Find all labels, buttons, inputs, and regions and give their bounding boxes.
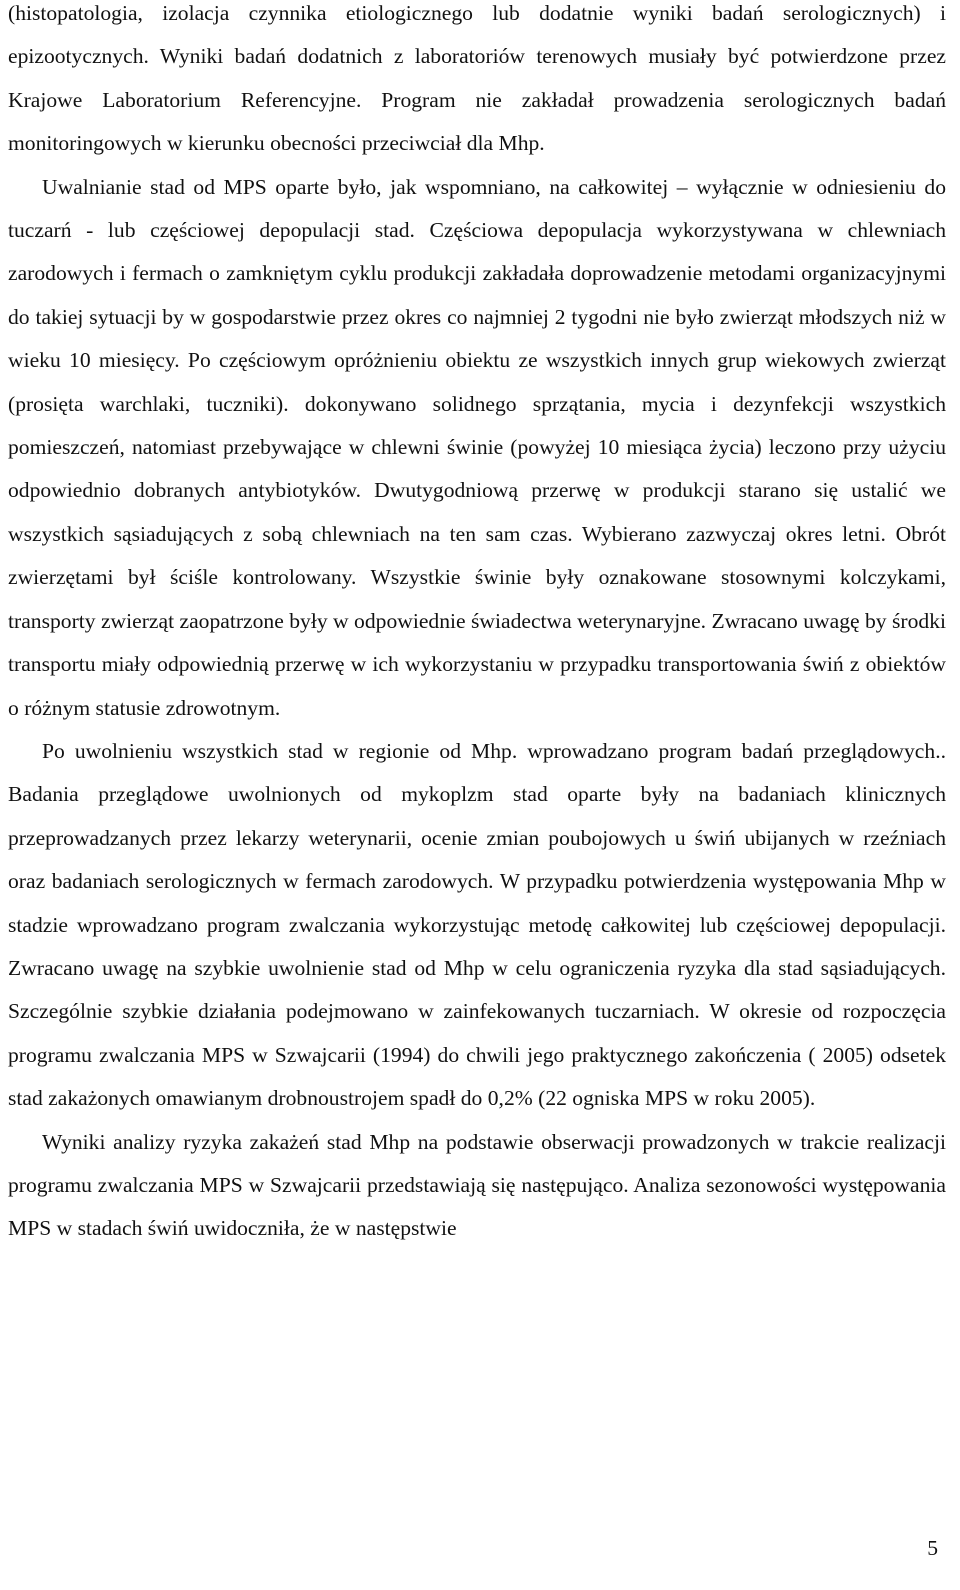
page-number: 5 xyxy=(927,1536,938,1560)
paragraph-risk-analysis: Wyniki analizy ryzyka zakażeń stad Mhp na podstawie obserwacji prowadzonych w trakcie realizacji programu zwalczania MPS w Szwajcarii przedstawiają się następująco. Analiza sezonowości występowania MPS w stadach świń uwidoczniła, że w następstwie xyxy=(8,1129,946,1241)
document-body xyxy=(8,0,946,1251)
paragraph-diagnosis-criteria: (histopatologia, izolacja czynnika etiologicznego lub dodatnie wyniki badań serologicznych) i epizootycznych. Wyniki badań dodatnich z laboratoriów terenowych musiały być potwierdzone przez Krajowe Laboratorium Referencyjne. Program nie zakładał prowadzenia serologicznych badań monitoringowych w kierunku obecności przeciwciał dla Mhp. xyxy=(8,1,946,156)
paragraph-screening-program: Po uwolnieniu wszystkich stad w regionie od Mhp. wprowadzano program badań przeglądowych.. Badania przeglądowe uwolnionych od mykoplzm stad oparte były na badaniach klinicznych przeprowadzanych przez lekarzy weterynarii, ocenie zmian poubojowych u świń ubijanych w rzeźniach oraz badaniach serologicznych w fermach zarodowych. W przypadku potwierdzenia występowania Mhp w stadzie wprowadzano program zwalczania wykorzystując metodę całkowitej lub częściowej depopulacji. Zwracano uwagę na szybkie uwolnienie stad od Mhp w celu ograniczenia ryzyka dla stad sąsiadujących. Szczególnie szybkie działania podejmowano w zainfekowanych tuczarniach. W okresie od rozpoczęcia programu zwalczania MPS w Szwajcarii (1994) do chwili jego praktycznego zakończenia ( 2005) odsetek stad zakażonych omawianym drobnoustrojem spadł do 0,2% (22 ogniska MPS w roku 2005). xyxy=(8,738,946,1111)
paragraph-depopulation: Uwalnianie stad od MPS oparte było, jak wspomniano, na całkowitej – wyłącznie w odniesieniu do tuczarń - lub częściowej depopulacji stad. Częściowa depopulacja wykorzystywana w chlewniach zarodowych i fermach o zamkniętym cyklu produkcji zakładała doprowadzenie metodami organizacyjnymi do takiej sytuacji by w gospodarstwie przez okres co najmniej 2 tygodni nie było zwierząt młodszych niż w wieku 10 miesięcy. Po częściowym opróżnieniu obiektu ze wszystkich innych grup wiekowych zwierząt (prosięta warchlaki, tuczniki). dokonywano solidnego sprzątania, mycia i dezynfekcji wszystkich pomieszczeń, natomiast przebywające w chlewni świnie (powyżej 10 miesiąca życia) leczono przy użyciu odpowiednio dobranych antybiotyków. Dwutygodniową przerwę w produkcji starano się ustalić we wszystkich sąsiadujących z sobą chlewniach na ten sam czas. Wybierano zazwyczaj okres letni. Obrót zwierzętami był ściśle kontrolowany. Wszystkie świnie były oznakowane stosownymi kolczykami, transporty zwierząt zaopatrzone były w odpowiednie świadectwa weterynaryjne. Zwracano uwagę by środki transportu miały odpowiednią przerwę w ich wykorzystaniu w przypadku transportowania świń z obiektów o różnym statusie zdrowotnym. xyxy=(8,174,946,720)
